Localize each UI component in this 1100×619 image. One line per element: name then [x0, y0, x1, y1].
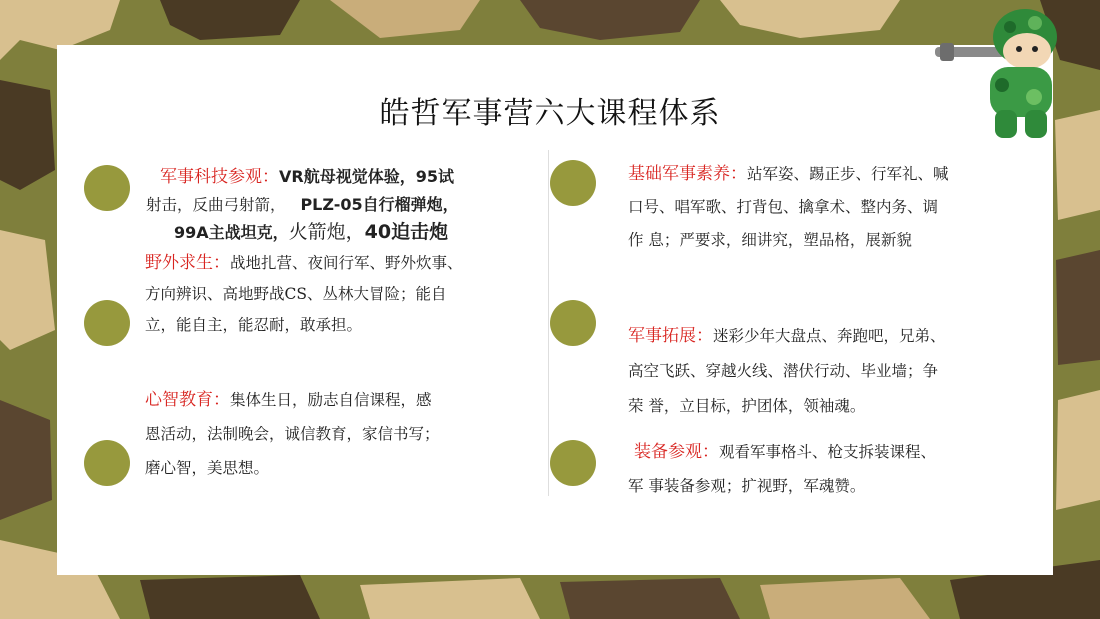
course-line	[146, 191, 540, 219]
course-text: 集体生日，励志自信课程，感	[230, 391, 432, 409]
bullet-dot	[84, 165, 130, 211]
course-line	[634, 435, 1028, 469]
course-label: 野外求生：	[145, 253, 230, 273]
course-text: 射击，反曲弓射箭，	[146, 196, 286, 214]
bullet-dot	[550, 440, 596, 486]
course-line: 方向辨识、高地野战CS、丛林大冒险；能自	[145, 285, 447, 303]
course-equipment-visit	[628, 435, 1028, 503]
course-line: 军 事装备参观；扩视野，军魂赞。	[628, 477, 866, 495]
bullet-dot	[84, 440, 130, 486]
course-label: 心智教育：	[145, 390, 230, 410]
course-line	[160, 163, 540, 191]
course-line: 磨心智，美思想。	[145, 459, 270, 477]
course-label: 军事科技参观：	[160, 167, 279, 187]
bullet-dot	[550, 160, 596, 206]
course-military-tech	[146, 163, 540, 247]
course-field-survival	[145, 248, 545, 341]
course-line	[628, 158, 1028, 191]
course-line	[145, 383, 545, 417]
page-title: 皓哲军事营六大课程体系	[379, 96, 721, 131]
course-line	[628, 319, 1028, 354]
course-text: 迷彩少年大盘点、奔跑吧，兄弟、	[713, 327, 946, 345]
course-label: 装备参观：	[634, 442, 719, 462]
course-line: 口号、唱军歌、打背包、擒拿术、整内务、调	[628, 198, 939, 216]
course-mind-education	[145, 383, 545, 485]
course-text: PLZ-05自行榴弹炮，	[300, 195, 459, 214]
course-text: VR航母视觉体验，95试	[279, 167, 454, 186]
course-line: 高空飞跃、穿越火线、潜伏行动、毕业墙；争	[628, 362, 939, 380]
course-text: 站军姿、踢正步、行军礼、喊	[747, 165, 949, 183]
course-text: 战地扎营、夜间行军、野外炊事、	[230, 254, 463, 272]
course-text: 火箭炮，	[288, 221, 365, 243]
course-line	[174, 219, 540, 247]
bullet-dot	[84, 300, 130, 346]
course-line: 荣 誉，立目标，护团体，领袖魂。	[628, 397, 866, 415]
column-divider	[548, 150, 549, 496]
course-text: 99A主战坦克，	[174, 223, 289, 242]
course-label: 基础军事素养：	[628, 164, 747, 184]
course-line: 恩活动，法制晚会，诚信教育，家信书写；	[145, 425, 440, 443]
bullet-dot	[550, 300, 596, 346]
course-line: 作 息；严要求，细讲究，塑品格，展新貌	[628, 231, 912, 249]
course-basic-military	[628, 158, 1028, 257]
course-text: 观看军事格斗、枪支拆装课程、	[719, 443, 937, 461]
course-line: 立，能自主，能忍耐，敢承担。	[145, 316, 363, 334]
course-label: 军事拓展：	[628, 326, 713, 346]
course-military-expansion	[628, 319, 1028, 424]
course-line	[145, 248, 545, 279]
course-text: 40迫击炮	[364, 221, 449, 243]
